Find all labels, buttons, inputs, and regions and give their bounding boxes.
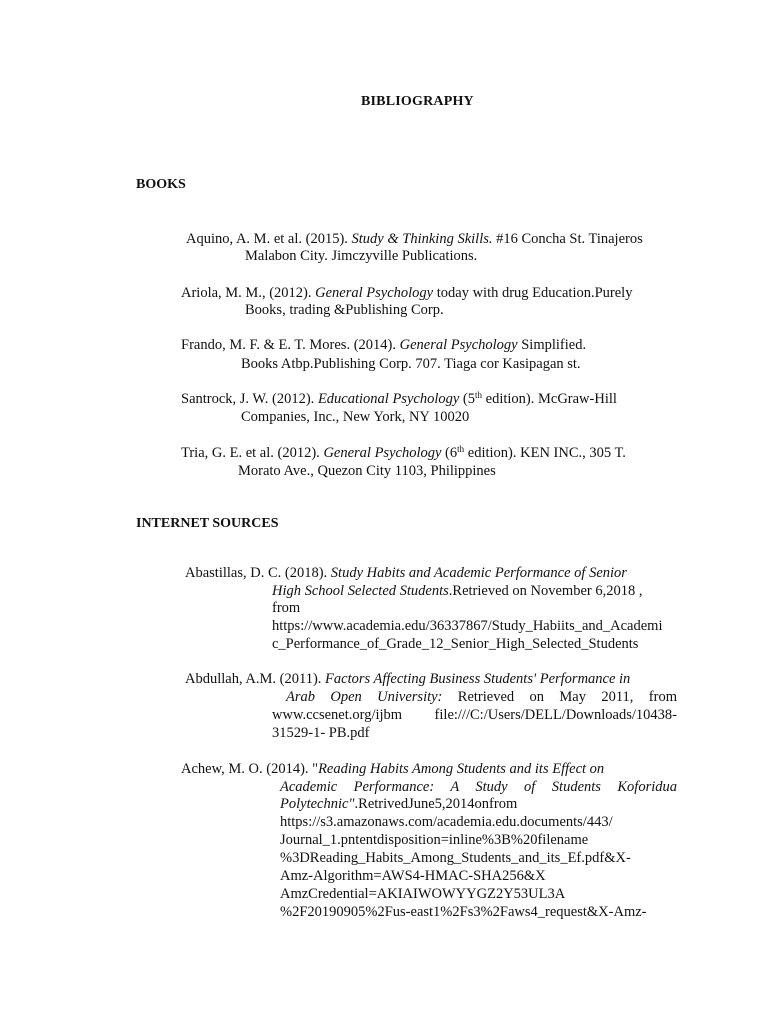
- entry-line: https://s3.amazonaws.com/academia.edu.documents/443/: [280, 814, 613, 830]
- entry-line: AmzCredential=AKIAIWOWYYGZ2Y53UL3A: [280, 886, 566, 902]
- entry-line: www.ccsenet.org/ijbm file:///C:/Users/DELL/Downloads/10438-: [272, 707, 677, 723]
- entry-line: Arab Open University: Retrieved on May 2011, from: [286, 689, 677, 705]
- entry-line: https://www.academia.edu/36337867/Study_Habiits_and_Academi: [272, 618, 663, 634]
- entry-line: Books Atbp.Publishing Corp. 707. Tiaga cor Kasipagan st.: [241, 356, 581, 372]
- entry-line: %3DReading_Habits_Among_Students_and_its_Ef.pdf&X-: [280, 850, 631, 866]
- entry-line: Journal_1.pntentdisposition=inline%3B%20filename: [280, 832, 589, 848]
- entry-line: Morato Ave., Quezon City 1103, Philippines: [238, 463, 496, 479]
- entry-line: Companies, Inc., New York, NY 10020: [241, 409, 470, 425]
- page-title: BIBLIOGRAPHY: [361, 94, 474, 109]
- entry-line: c_Performance_of_Grade_12_Senior_High_Selected_Students: [272, 636, 639, 652]
- entry-line: Academic Performance: A Study of Students Koforidua: [280, 779, 677, 795]
- entry-line: Tria, G. E. et al. (2012). General Psychology (6th edition). KEN INC., 305 T.: [181, 444, 626, 461]
- entry-line: Aquino, A. M. et al. (2015). Study & Thinking Skills. #16 Concha St. Tinajeros: [186, 231, 643, 247]
- entry-line: Abdullah, A.M. (2011). Factors Affecting Business Students' Performance in: [185, 671, 631, 687]
- entry-line: Books, trading &Publishing Corp.: [245, 302, 444, 318]
- books-heading: BOOKS: [136, 177, 186, 192]
- entry-line: Malabon City. Jimczyville Publications.: [245, 248, 478, 264]
- entry-line: %2F20190905%2Fus-east1%2Fs3%2Faws4_request&X-Amz-: [280, 904, 647, 920]
- entry-line: from: [272, 600, 301, 616]
- entry-line: Abastillas, D. C. (2018). Study Habits and Academic Performance of Senior: [185, 565, 627, 581]
- entry-line: Frando, M. F. & E. T. Mores. (2014). General Psychology Simplified.: [181, 337, 587, 353]
- entry-line: Ariola, M. M., (2012). General Psychology today with drug Education.Purely: [181, 285, 633, 301]
- entry-line: 31529-1- PB.pdf: [272, 725, 370, 741]
- entry-line: Santrock, J. W. (2012). Educational Psychology (5th edition). McGraw-Hill: [181, 390, 617, 407]
- internet-sources-heading: INTERNET SOURCES: [136, 516, 279, 531]
- entry-line: Polytechnic".RetrivedJune5,2014onfrom: [280, 796, 518, 812]
- entry-line: Achew, M. O. (2014). "Reading Habits Among Students and its Effect on: [181, 761, 605, 777]
- entry-line: High School Selected Students.Retrieved on November 6,2018 ,: [272, 583, 643, 599]
- entry-line: Amz-Algorithm=AWS4-HMAC-SHA256&X: [280, 868, 546, 884]
